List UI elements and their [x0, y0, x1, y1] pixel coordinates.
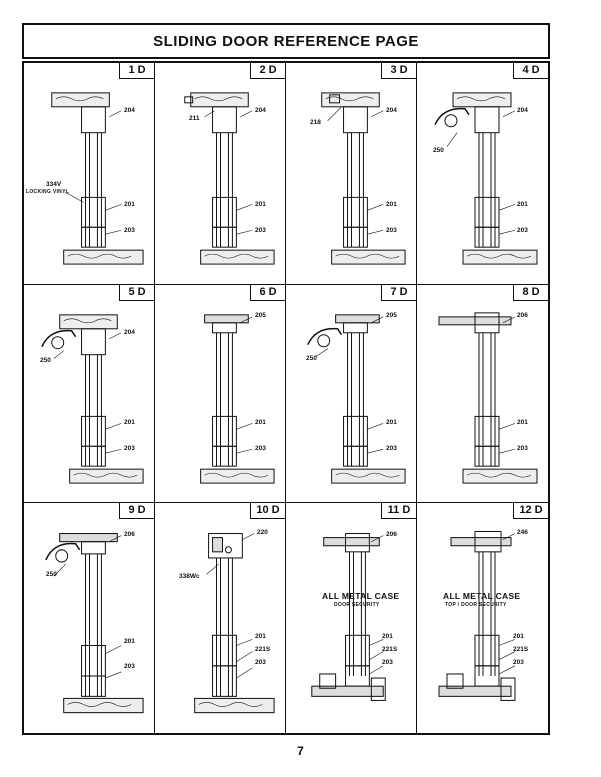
- panel-id: 5 D: [119, 285, 155, 301]
- case-note: ALL METAL CASE: [443, 591, 521, 601]
- part-label: 201: [386, 419, 397, 426]
- part-label: 204: [124, 329, 135, 336]
- part-label: 201: [255, 201, 266, 208]
- detail-panel-1d: [24, 63, 155, 285]
- part-label: 203: [124, 663, 135, 670]
- panel-id: 10 D: [250, 503, 286, 519]
- part-label: 221S: [382, 646, 398, 653]
- door-section-drawing: [417, 63, 548, 284]
- panel-id: 4 D: [513, 63, 548, 79]
- panel-id: 12 D: [513, 503, 548, 519]
- panel-id: 3 D: [381, 63, 417, 79]
- part-label: 203: [386, 445, 397, 452]
- detail-panel-7d: [286, 285, 417, 503]
- part-label: 206: [517, 312, 528, 319]
- detail-panel-4d: [417, 63, 548, 285]
- door-section-drawing: [286, 63, 416, 284]
- part-label: 205: [255, 312, 266, 319]
- part-label: 203: [255, 227, 266, 234]
- part-label: 201: [124, 638, 135, 645]
- part-label: 206: [386, 531, 397, 538]
- detail-panel-8d: [417, 285, 548, 503]
- part-label: 203: [255, 659, 266, 666]
- part-label: 250: [46, 571, 57, 578]
- part-label: 201: [255, 633, 266, 640]
- door-section-drawing: [417, 503, 548, 733]
- page-title: SLIDING DOOR REFERENCE PAGE: [22, 23, 550, 59]
- part-label: 201: [517, 201, 528, 208]
- door-section-drawing: [24, 63, 154, 284]
- part-label: 203: [517, 445, 528, 452]
- detail-panel-11d: [286, 503, 417, 733]
- panel-id: 2 D: [250, 63, 286, 79]
- part-label: 205: [386, 312, 397, 319]
- part-label: 203: [386, 227, 397, 234]
- part-label: 201: [124, 201, 135, 208]
- detail-panel-9d: [24, 503, 155, 733]
- panel-id: 9 D: [119, 503, 155, 519]
- part-label: 203: [255, 445, 266, 452]
- part-label: 206: [124, 531, 135, 538]
- part-label: 250: [40, 357, 51, 364]
- detail-panel-3d: [286, 63, 417, 285]
- part-label: 204: [124, 107, 135, 114]
- part-label: 221S: [255, 646, 271, 653]
- panel-id: 8 D: [513, 285, 548, 301]
- part-label: 204: [386, 107, 397, 114]
- case-note-sub: DOOR SECURITY: [334, 602, 380, 608]
- part-label: 218: [310, 119, 321, 126]
- part-label: 338Wc: [179, 573, 200, 580]
- part-label: 204: [255, 107, 266, 114]
- callout-sublabel: LOCKING VINYL: [26, 189, 70, 195]
- part-label: 201: [124, 419, 135, 426]
- door-detail-grid: [22, 61, 550, 735]
- part-label: 246: [517, 529, 528, 536]
- part-label: 221S: [513, 646, 529, 653]
- part-label: 211: [189, 115, 200, 122]
- part-label: 250: [433, 147, 444, 154]
- part-label: 203: [517, 227, 528, 234]
- part-label: 203: [124, 227, 135, 234]
- part-label: 201: [386, 201, 397, 208]
- page-number: 7: [297, 744, 304, 758]
- part-label: 204: [517, 107, 528, 114]
- part-label: 201: [382, 633, 393, 640]
- part-label: 201: [255, 419, 266, 426]
- detail-panel-10d: [155, 503, 286, 733]
- part-label: 203: [382, 659, 393, 666]
- part-label: 201: [517, 419, 528, 426]
- case-note-sub: TOP / DOOR SECURITY: [445, 602, 507, 608]
- panel-id: 11 D: [381, 503, 417, 519]
- part-label: 203: [124, 445, 135, 452]
- door-section-drawing: [155, 503, 285, 733]
- door-section-drawing: [24, 285, 154, 502]
- detail-panel-5d: [24, 285, 155, 503]
- door-section-drawing: [155, 63, 285, 284]
- part-label: 203: [513, 659, 524, 666]
- part-label: 250: [306, 355, 317, 362]
- detail-panel-12d: [417, 503, 548, 733]
- part-label: 220: [257, 529, 268, 536]
- door-section-drawing: [417, 285, 548, 502]
- callout-label: 334V: [46, 181, 62, 188]
- panel-id: 1 D: [119, 63, 155, 79]
- panel-id: 7 D: [381, 285, 417, 301]
- detail-panel-6d: [155, 285, 286, 503]
- detail-panel-2d: [155, 63, 286, 285]
- case-note: ALL METAL CASE: [322, 591, 400, 601]
- part-label: 201: [513, 633, 524, 640]
- panel-id: 6 D: [250, 285, 286, 301]
